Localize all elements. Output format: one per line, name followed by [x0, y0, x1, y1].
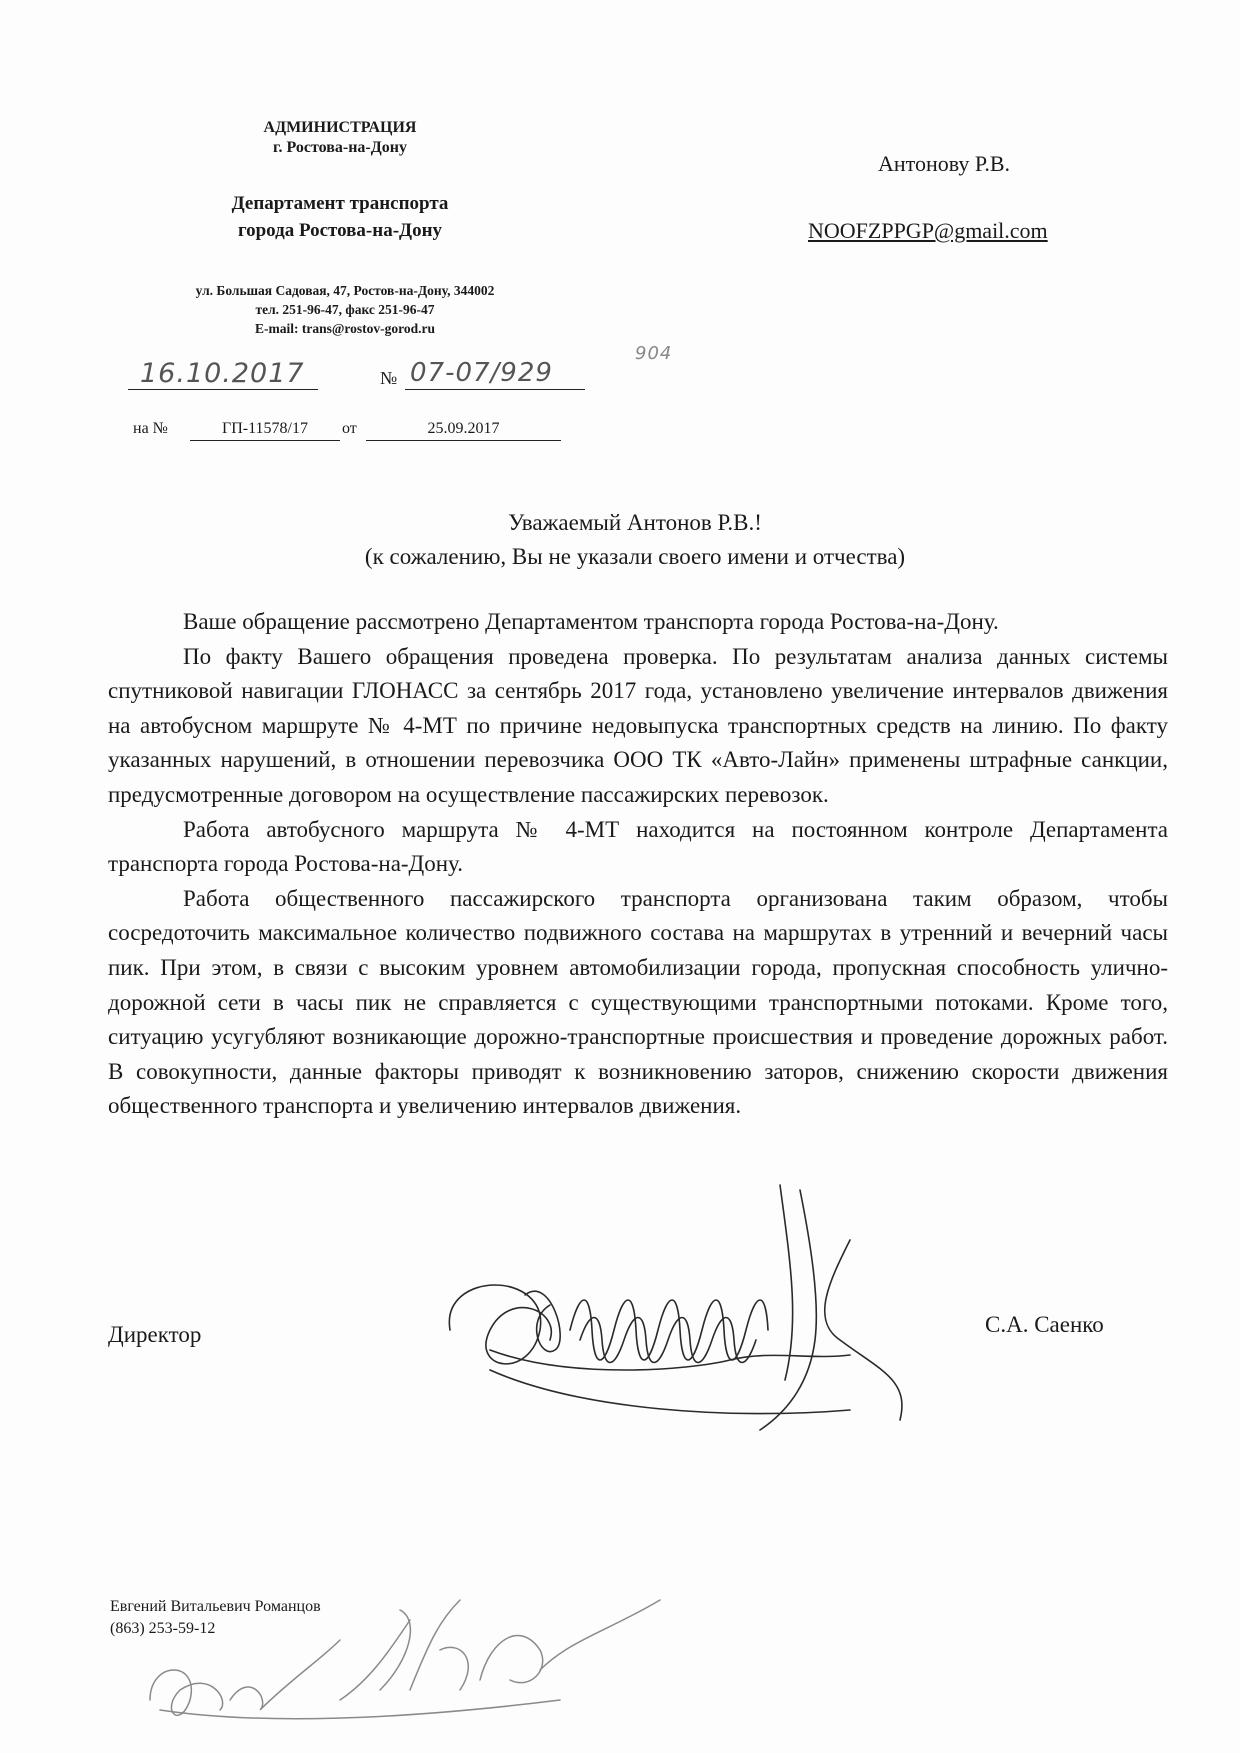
- registration-number-label: №: [380, 368, 398, 388]
- ref-date: 25.09.2017: [366, 418, 561, 441]
- sender-phone: тел. 251-96-47, факс 251-96-47: [255, 302, 435, 317]
- registration-date: 16.10.2017: [140, 358, 305, 389]
- salutation-line: Уважаемый Антонов Р.В.!: [508, 510, 762, 535]
- sender-address: ул. Большая Садовая, 47, Ростов-на-Дону, 344002: [195, 283, 495, 298]
- recipient-name: Антонову Р.В.: [878, 151, 1011, 176]
- sender-email-row: [115, 319, 575, 338]
- department-block: [160, 190, 520, 244]
- ref-number: ГП-11578/17: [190, 418, 340, 441]
- sender-email-label: E-mail:: [254, 321, 299, 336]
- salutation: [110, 506, 1160, 574]
- signer-name: С.А. Саенко: [985, 1312, 1104, 1337]
- recipient-email[interactable]: NOOFZPPGP@gmail.com: [808, 218, 1048, 243]
- registration-number: 07-07/929: [410, 358, 553, 388]
- ref-from-label: от: [342, 420, 357, 437]
- letter-body: [108, 605, 1168, 1124]
- dept-name: Департамент транспорта: [231, 193, 449, 214]
- org-city: г. Ростова-на-Дону: [273, 139, 407, 156]
- executor-name: Евгений Витальевич Романцов: [110, 1598, 321, 1615]
- margin-note: 904: [635, 343, 673, 364]
- director-signature: [430, 1180, 990, 1440]
- sender-contacts: [115, 281, 575, 338]
- org-name: АДМИНИСТРАЦИЯ: [263, 119, 417, 136]
- paragraph: Работа общественного пассажирского транспорта организована таким образом, чтобы сосредоточить максимальное количество подвижного состава на маршрутах в утренний и вечерний часы пик. При этом, в связи с высоким уровнем автомобилизации города, пропускная способность улично-дорожной сети в часы пик не справляется с существующими транспортными потоками. Кроме того, ситуацию усугубляют возникающие дорожно-транспортные происшествия и проведение дорожных работ. В совокупности, данные факторы приводят к возникновению заторов, снижению скорости движения общественного транспорта и увеличению интервалов движения.: [108, 885, 1168, 1119]
- sender-email: trans@rostov-gorod.ru: [301, 321, 436, 336]
- ref-label: на №: [133, 420, 168, 437]
- sender-block: [200, 118, 480, 158]
- salutation-note: (к сожалению, Вы не указали своего имени и отчества): [364, 544, 906, 569]
- executor-phone: (863) 253-59-12: [110, 1620, 216, 1637]
- signer-position: Директор: [108, 1322, 202, 1347]
- dept-city: города Ростова-на-Дону: [237, 220, 443, 241]
- paragraph: Ваше обращение рассмотрено Департаментом транспорта города Ростова-на-Дону.: [183, 609, 999, 634]
- number-line: [405, 388, 585, 390]
- ref-row: [133, 418, 168, 440]
- paragraph: Работа автобусного маршрута № 4-МТ находится на постоянном контроле Департамента транспорта города Ростова-на-Дону.: [108, 816, 1168, 877]
- marginal-signatures: [140, 1580, 680, 1730]
- paragraph: По факту Вашего обращения проведена проверка. По результатам анализа данных системы спутниковой навигации ГЛОНАСС за сентябрь 2017 года, установлено увеличение интервалов движения на автобусном маршруте № 4-МТ по причине недовыпуска транспортных средств на линию. По факту указанных нарушений, в отношении перевозчика ООО ТК «Авто-Лайн» применены штрафные санкции, предусмотренные договором на осуществление пассажирских перевозок.: [108, 643, 1168, 807]
